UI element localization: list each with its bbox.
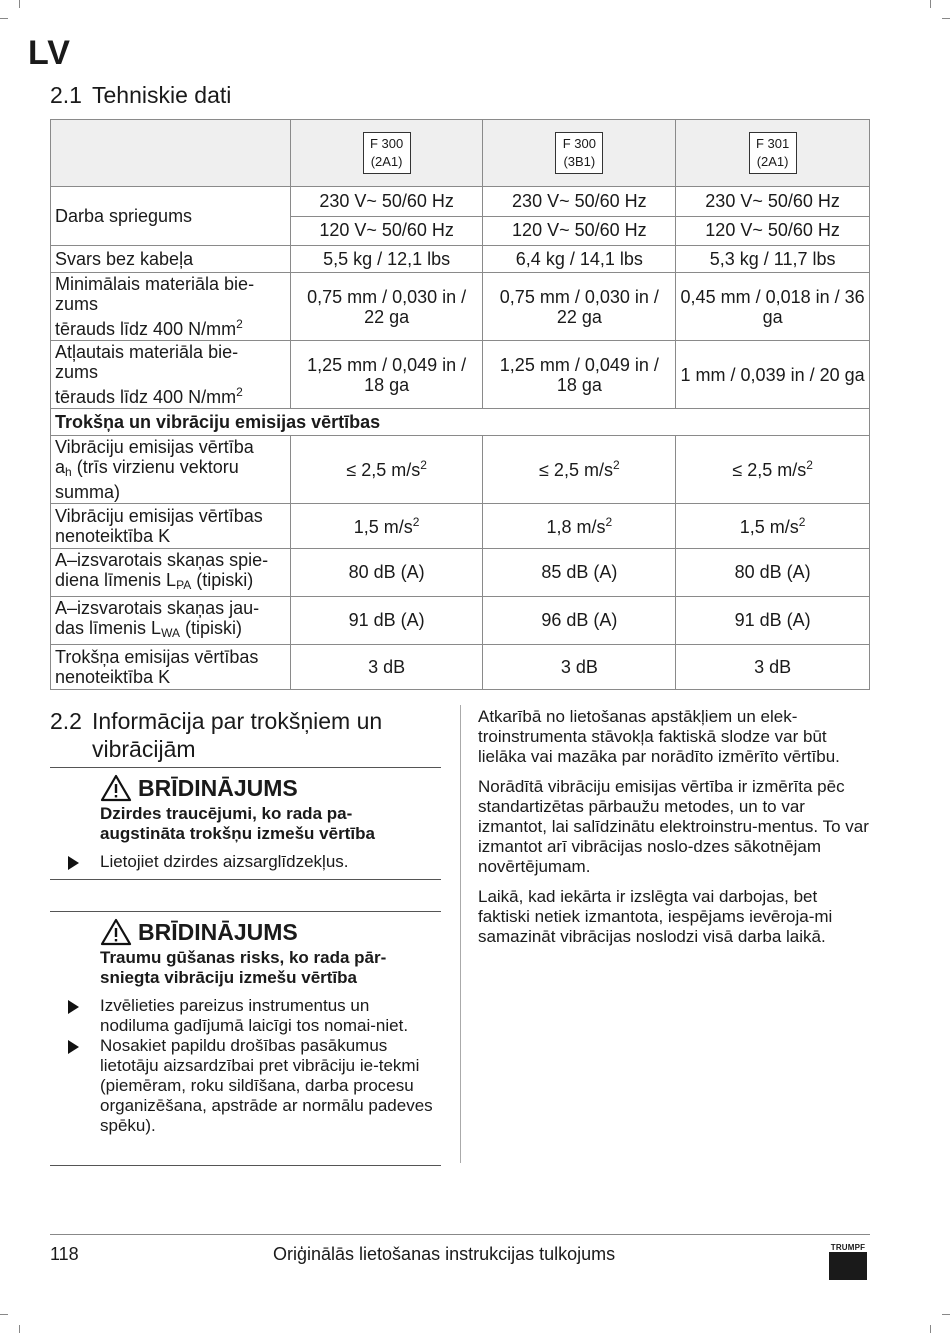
crop-mark <box>19 1325 20 1333</box>
label-line <box>55 570 286 595</box>
label-line: Atļautais materiāla bie- <box>55 342 239 362</box>
label-line: tērauds līdz 400 N/mm <box>55 319 237 339</box>
row-label: Svars bez kabeļa <box>51 246 291 273</box>
label-line: Vibrāciju emisijas vērtības <box>55 506 263 526</box>
cell-value: ≤ 2,5 m/s <box>539 460 613 480</box>
label-line: Vibrāciju emisijas vērtība <box>55 437 254 457</box>
label-part: (tipiski) <box>191 570 254 590</box>
warning-box-hearing <box>50 767 441 880</box>
label-part: (tipiski) <box>179 618 242 638</box>
crop-mark <box>942 1314 950 1315</box>
logo-block <box>829 1252 867 1280</box>
table-cell: 3 dB <box>483 645 676 690</box>
cell-value: 1,8 m/s <box>546 516 606 537</box>
superscript: 2 <box>236 385 243 399</box>
crop-mark <box>930 1325 931 1333</box>
section-heading-technical-data <box>50 82 231 109</box>
footer-title: Oriģinālās lietošanas instrukcijas tulkojums <box>273 1244 616 1264</box>
row-label <box>51 645 291 690</box>
model-variant: (2A1) <box>756 154 789 169</box>
paragraph: Laikā, kad iekārta ir izslēgta vai darbojas, bet faktiski netiek izmantota, iespējams ievēroja-mi samazināt vibrācijas noslodzi visā darba laikā. <box>478 887 833 946</box>
technical-data-table <box>50 119 870 690</box>
footer-divider <box>50 1234 870 1235</box>
model-variant: (3B1) <box>563 154 596 169</box>
table-row <box>51 597 870 645</box>
cell-value: ≤ 2,5 m/s <box>346 460 421 480</box>
model-cell <box>483 120 676 187</box>
table-row <box>51 436 870 504</box>
table-row <box>51 549 870 597</box>
cell-value: 1,5 m/s <box>739 516 799 537</box>
label-part: a <box>55 457 66 477</box>
table-cell: 230 V~ 50/60 Hz <box>290 187 483 217</box>
right-column-text <box>478 707 873 957</box>
superscript: 2 <box>236 317 243 331</box>
row-label <box>51 597 291 645</box>
superscript: 2 <box>412 514 420 529</box>
table-cell: 120 V~ 50/60 Hz <box>483 216 676 246</box>
label-line: Minimālais materiāla bie- <box>55 274 255 294</box>
table-cell: 120 V~ 50/60 Hz <box>676 216 870 246</box>
model-variant: (2A1) <box>370 154 403 169</box>
model-box <box>363 132 411 174</box>
warning-subtitle-line: sniegta vibrāciju izmešu vērtība <box>100 968 357 987</box>
label-line: A–izsvarotais skaņas spie- <box>55 550 269 570</box>
label-line: summa) <box>55 482 121 502</box>
label-part: (trīs virzienu vektoru <box>71 457 239 477</box>
warning-subtitle-line: Traumu gūšanas risks, ko rada pār- <box>100 948 387 967</box>
table-cell: 230 V~ 50/60 Hz <box>483 187 676 217</box>
row-label <box>51 341 291 409</box>
table-cell: 80 dB (A) <box>676 549 870 597</box>
table-cell: 80 dB (A) <box>290 549 483 597</box>
subscript: h <box>65 465 72 479</box>
superscript: 2 <box>605 514 613 529</box>
table-cell: 5,5 kg / 12,1 lbs <box>290 246 483 273</box>
label-part: das līmenis L <box>55 618 162 638</box>
language-code: LV <box>28 34 71 72</box>
warning-subtitle-line: augstināta trokšņu izmešu vērtība <box>100 824 375 843</box>
arrow-bullet-icon <box>68 856 79 870</box>
subscript: WA <box>161 626 180 640</box>
logo-text: TRUMPF <box>830 1243 866 1252</box>
superscript: 2 <box>798 514 806 529</box>
table-cell <box>676 504 870 549</box>
table-header-row <box>51 120 870 187</box>
arrow-bullet-icon <box>68 1000 79 1014</box>
table-cell <box>676 436 870 504</box>
section-title-line: vibrācijām <box>92 736 196 762</box>
table-cell: 230 V~ 50/60 Hz <box>676 187 870 217</box>
superscript: 2 <box>420 458 427 472</box>
section-header-cell: Trokšņa un vibrāciju emisijas vērtības <box>51 409 870 436</box>
warning-title <box>100 918 441 946</box>
list-item-text: Lietojiet dzirdes aizsarglīdzekļus. <box>100 852 349 871</box>
table-cell: 120 V~ 50/60 Hz <box>290 216 483 246</box>
row-label <box>51 273 291 341</box>
warning-action-list <box>50 996 441 1136</box>
section-number: 2.1 <box>50 82 82 108</box>
crop-mark <box>930 0 931 8</box>
paragraph: Norādītā vibrāciju emisijas vērtība ir izmērīta pēc standartizētas pārbaužu metodes, un to var izmantot, lai salīdzinātu elektroinstru-mentus. To var izmantot arī vibrācijas noslo-dzes sākotnējam novērtējumam. <box>478 777 869 876</box>
crop-mark <box>0 1314 8 1315</box>
table-row <box>51 504 870 549</box>
label-line: Trokšņa emisijas vērtības <box>55 647 259 667</box>
table-cell: 1,25 mm / 0,049 in / 18 ga <box>290 341 483 409</box>
warning-subtitle-line: Dzirdes traucējumi, ko rada pa- <box>100 804 353 823</box>
table-cell <box>483 504 676 549</box>
table-cell <box>290 504 483 549</box>
table-cell: 1 mm / 0,039 in / 20 ga <box>676 341 870 409</box>
model-box <box>555 132 603 174</box>
paragraph: Atkarībā no lietošanas apstākļiem un elek-troinstrumenta stāvokļa faktiskā slodze var būt lielāka vai mazāka par norādīto izmērīto vērtību. <box>478 707 840 766</box>
table-cell: 3 dB <box>676 645 870 690</box>
table-row <box>51 645 870 690</box>
column-divider <box>460 705 461 1163</box>
warning-title-text: BRĪDINĀJUMS <box>138 918 298 945</box>
list-item <box>50 1036 441 1136</box>
section-heading-noise-vibration <box>50 707 382 763</box>
label-line <box>55 457 286 482</box>
label-line: tērauds līdz 400 N/mm <box>55 387 237 407</box>
table-cell: 96 dB (A) <box>483 597 676 645</box>
label-line: zums <box>55 362 99 382</box>
warning-box-vibration <box>50 911 441 1166</box>
superscript: 2 <box>612 458 620 472</box>
table-cell: 0,75 mm / 0,030 in / 22 ga <box>483 273 676 341</box>
table-cell: 91 dB (A) <box>290 597 483 645</box>
label-line <box>55 618 286 643</box>
table-cell: 6,4 kg / 14,1 lbs <box>483 246 676 273</box>
row-label <box>51 436 291 504</box>
table-row <box>51 187 870 217</box>
table-row <box>51 246 870 273</box>
table-cell: 5,3 kg / 11,7 lbs <box>676 246 870 273</box>
cell-value: 1,5 m/s <box>353 516 413 537</box>
warning-title-text: BRĪDINĀJUMS <box>138 774 298 801</box>
warning-subtitle <box>100 804 441 844</box>
cell-value: ≤ 2,5 m/s <box>732 460 807 480</box>
label-line: nenoteiktība K <box>55 526 171 546</box>
table-cell: 91 dB (A) <box>676 597 870 645</box>
label-line: A–izsvarotais skaņas jau- <box>55 598 260 618</box>
model-box <box>749 132 797 174</box>
subscript: PA <box>176 578 192 592</box>
model-name: F 301 <box>755 136 790 151</box>
section-title-line: Informācija par trokšņiem un <box>92 708 383 734</box>
warning-title <box>100 774 441 802</box>
superscript: 2 <box>806 458 813 472</box>
list-item <box>50 996 441 1036</box>
crop-mark <box>0 18 8 19</box>
section-number: 2.2 <box>50 708 82 734</box>
model-cell <box>676 120 870 187</box>
label-line: nenoteiktība K <box>55 667 171 687</box>
table-row <box>51 273 870 341</box>
trumpf-logo <box>829 1243 867 1280</box>
section-title: Tehniskie dati <box>92 82 232 108</box>
model-cell <box>290 120 483 187</box>
table-row <box>51 341 870 409</box>
model-name: F 300 <box>562 136 596 151</box>
table-cell: 3 dB <box>290 645 483 690</box>
warning-subtitle <box>100 948 441 988</box>
model-name: F 300 <box>369 136 404 151</box>
list-item <box>50 852 441 872</box>
table-cell: 0,75 mm / 0,030 in / 22 ga <box>290 273 483 341</box>
table-cell <box>290 436 483 504</box>
list-item-text: Izvēlieties pareizus instrumentus un nodiluma gadījumā laicīgi tos nomai-niet. <box>100 996 409 1035</box>
arrow-bullet-icon <box>68 1040 79 1054</box>
header-empty-cell <box>51 120 291 187</box>
row-label <box>51 504 291 549</box>
list-item-text: Nosakiet papildu drošības pasākumus lietotāju aizsardzībai pret vibrāciju ie-tekmi (piemēram, roku sildīšana, darba procesu organizēšana, apstrāde ar normālu padeves spēku). <box>100 1036 433 1135</box>
label-line: zums <box>55 294 99 314</box>
warning-action-list <box>50 852 441 872</box>
table-cell <box>483 436 676 504</box>
row-label <box>51 549 291 597</box>
warning-triangle-icon <box>100 774 132 802</box>
table-cell: 1,25 mm / 0,049 in / 18 ga <box>483 341 676 409</box>
label-part: diena līmenis L <box>55 570 177 590</box>
table-cell: 85 dB (A) <box>483 549 676 597</box>
crop-mark <box>942 18 950 19</box>
table-section-row <box>51 409 870 436</box>
row-label: Darba spriegums <box>51 187 291 246</box>
warning-triangle-icon <box>100 918 132 946</box>
table-cell: 0,45 mm / 0,018 in / 36 ga <box>676 273 870 341</box>
page-number: 118 <box>50 1244 79 1264</box>
crop-mark <box>19 0 20 8</box>
